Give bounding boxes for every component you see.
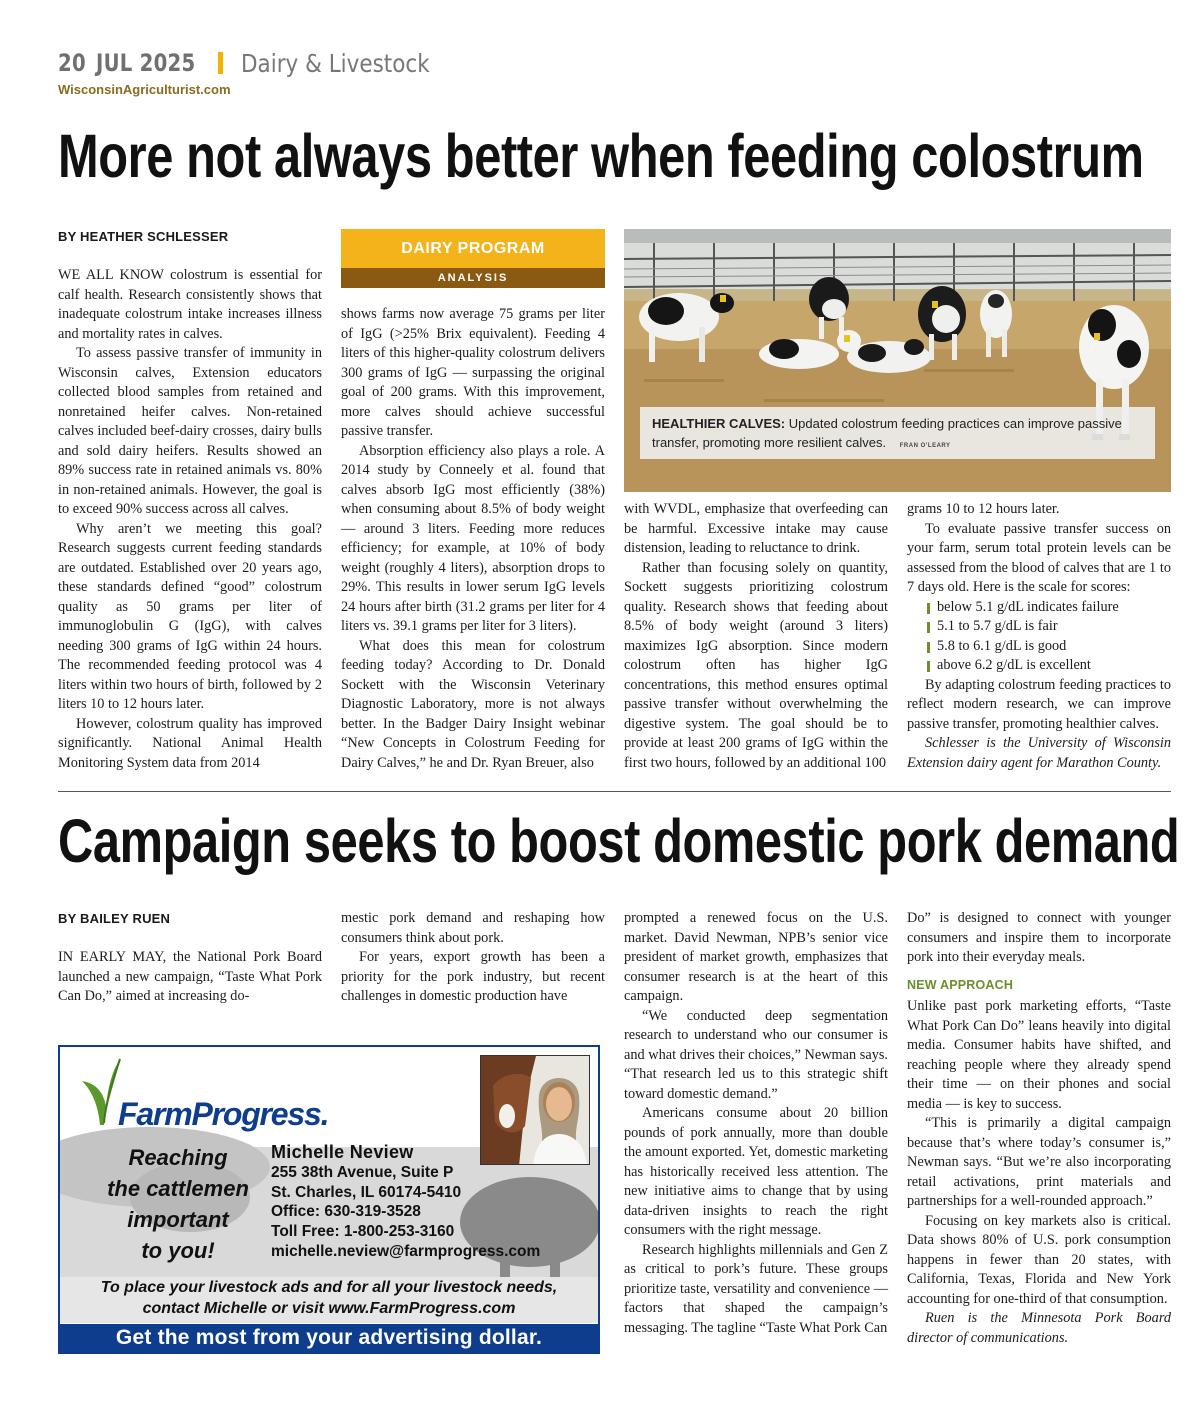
ad-tagline	[78, 1142, 278, 1266]
scale-item-failure: below 5.1 g/dL indicates failure	[907, 598, 1171, 618]
article1-column-4	[907, 500, 1171, 773]
photo-credit: FRAN O’LEARY	[899, 443, 951, 449]
contact-tollfree-phone[interactable]: Toll Free: 1-800-253-3160	[271, 1223, 455, 1241]
article1-headline: More not always better when feeding colostrum	[58, 122, 1144, 190]
paragraph: Absorption efficiency also plays a role. A 2014 study by Conneely et al. found that calves absorb IgG most efficiently (38%) when consuming about 8.5% of body weight — around 3 liters. Feeding more reduces efficiency; for example, at 10% of body weight (roughly 4 liters), absorption drops to 29%. This results in lower serum IgG levels 24 hours after birth (31.2 grams per liter for 4 liters vs. 39.1 grams per liter for 3 liters).	[341, 442, 605, 634]
paragraph: Rather than focusing solely on quantity, Sockett suggests prioritizing colostrum quality. Research shows that feeding about 8.5% of body weight (around 3 liters) maximizes IgG absorption. Since modern colostrum often has higher IgG concentrations, this method ensures optimal passive transfer without overwhelming the digestive system. The goal should be to provide at least 200 grams of IgG within the first two hours, followed by an additional 100	[624, 559, 888, 771]
paragraph: For years, export growth has been a priority for the pork industry, but recent challenges in domestic production have	[341, 949, 605, 1004]
article2-column-4	[907, 909, 1171, 1348]
paragraph: By adapting colostrum feeding practices to reflect modern research, we can improve passive transfer, promoting healthier calves.	[907, 676, 1171, 732]
scale-item-good: 5.8 to 6.1 g/dL is good	[907, 637, 1171, 657]
website-link[interactable]: WisconsinAgriculturist.com	[58, 82, 231, 97]
farm-progress-leaf-icon	[78, 1057, 122, 1127]
scale-item-excellent: above 6.2 g/dL is excellent	[907, 656, 1171, 676]
paragraph: “We conducted deep segmentation research to understand who our consumer is and what drives their choices,” Newman says. “That research led us to this strategic shift toward domestic demand.”	[624, 1007, 888, 1102]
photo-caption	[640, 407, 1155, 459]
paragraph: To assess passive transfer of immunity in Wisconsin calves, Extension educators collected blood samples from retained and nonretained heifer calves. Non-retained calves included beef-dairy crosses, dairy bulls and sold dairy heifers. Results showed an 89% success rate in retained animals vs. 80% in non-retained animals. However, the goal is to exceed 90% success across all calves.	[58, 345, 322, 517]
paragraph: “This is primarily a digital campaign because that’s where today’s consumer is,” Newman says. “But we’re also incorporating retail activations, print materials and partnerships for a well-rounded approach.”	[907, 1115, 1171, 1209]
article1-column-1	[58, 266, 322, 773]
ad-call-to-action	[60, 1277, 598, 1319]
program-label: DAIRY PROGRAM	[341, 229, 605, 268]
caption-text: Updated colostrum feeding practices can improve passive transfer, promoting more resilient calves.	[652, 416, 1122, 450]
paragraph: IN EARLY MAY, the National Pork Board launched a new campaign, “Taste What Pork Can Do,” aimed at increasing do-	[58, 949, 322, 1004]
paragraph: prompted a renewed focus on the U.S. market. David Newman, NPB’s senior vice president of market growth, emphasizes that consumer research is at the heart of this campaign.	[624, 910, 888, 1004]
article2-column-1	[58, 948, 322, 1007]
article2-headline: Campaign seeks to boost domestic pork demand	[58, 807, 1180, 875]
tagline-line: to you!	[141, 1238, 215, 1263]
paragraph: Unlike past pork marketing efforts, “Taste What Pork Can Do” leans heavily into digital media. Consumer habits have shifted, and reaching people where they already spend their time — on their phones and social media — is key to success.	[907, 998, 1171, 1112]
calves-photo	[624, 229, 1171, 492]
paragraph: WE ALL KNOW colostrum is essential for calf health. Research consistently shows that inadequate colostrum intake increases illness and mortality rates in calves.	[58, 267, 322, 342]
paragraph: with WVDL, emphasize that overfeeding can be harmful. Excessive intake may cause distension, leading to reluctance to drink.	[624, 501, 888, 556]
article1-byline: BY HEATHER SCHLESSER	[58, 229, 229, 244]
contact-address-line-1: 255 38th Avenue, Suite P	[271, 1163, 454, 1181]
caption-lead: HEALTHIER CALVES:	[652, 416, 786, 431]
contact-name: Michelle Neview	[271, 1142, 414, 1162]
cta-line-1: To place your livestock ads and for all your livestock needs,	[100, 1279, 558, 1296]
issue-date: JUL 2025	[96, 49, 196, 77]
paragraph: Why aren’t we meeting this goal? Research suggests current feeding standards are outdated. Established over 20 years ago, these standards defined “good” colostrum quality as 50 grams per liter of immunoglobulin G (IgG), with calves needing 300 grams of IgG within 24 hours. The recommended feeding protocol was 4 liters within two hours of birth, followed by 2 liters 10 to 12 hours later.	[58, 520, 322, 712]
paragraph: grams 10 to 12 hours later.	[907, 501, 1060, 517]
paragraph: Americans consume about 20 billion pounds of pork annually, more than double the amount exported. Yet, domestic marketing has historically received less attention. The new initiative aims to change that by using data-driven insights to reach the right consumers with the right message.	[624, 1105, 888, 1238]
article1-column-3	[624, 500, 888, 773]
paragraph: Focusing on key markets also is critical. Data shows 80% of U.S. pork consumption happens in fewer than 20 states, with California, Texas, Florida and New York accounting for one-third of that consumption.	[907, 1212, 1171, 1307]
serum-protein-scale	[907, 598, 1171, 676]
contact-email[interactable]: michelle.neview@farmprogress.com	[271, 1242, 541, 1260]
subhead-new-approach: NEW APPROACH	[907, 977, 1014, 992]
paragraph: Do” is designed to connect with younger consumers and inspire them to incorporate pork into their everyday meals.	[907, 910, 1171, 965]
program-sublabel: ANALYSIS	[341, 268, 605, 288]
tagline-line: important	[127, 1207, 229, 1232]
paragraph: mestic pork demand and reshaping how consumers think about pork.	[341, 910, 605, 946]
article2-column-2	[341, 909, 605, 1007]
paragraph: However, colostrum quality has improved significantly. National Animal Health Monitoring System data from 2014	[58, 715, 322, 771]
article-divider	[58, 791, 1171, 792]
paragraph: What does this mean for colostrum feeding today? According to Dr. Donald Sockett with the Wisconsin Veterinary Diagnostic Laboratory, more is not always better. In the Badger Dairy Insight webinar “New Concepts in Colostrum Feeding for Dairy Calves,” he and Dr. Ryan Breuer, also	[341, 637, 605, 771]
tagline-line: Reaching	[128, 1145, 228, 1170]
paragraph: shows farms now average 75 grams per liter of IgG (>25% Brix equivalent). Feeding 4 liters of this higher-quality colostrum delivers 300 grams of IgG — surpassing the original goal of 200 grams. With this improvement, more calves should achieve successful passive transfer.	[341, 306, 605, 439]
article1-column-2	[341, 305, 605, 773]
page-folio	[58, 46, 460, 80]
article2-column-3	[624, 909, 888, 1338]
farm-progress-logo: FarmProgress.	[118, 1096, 329, 1132]
cta-line-2[interactable]: contact Michelle or visit www.FarmProgress.com	[142, 1300, 516, 1317]
dairy-program-badge	[341, 229, 605, 288]
paragraph: Research highlights millennials and Gen Z as critical to pork’s future. These groups prioritize taste, versatility and convenience — factors that shaped the campaign’s messaging. The tagline “Taste What Pork Can	[624, 1241, 888, 1336]
scale-item-fair: 5.1 to 5.7 g/dL is fair	[907, 617, 1171, 637]
page-number: 20	[58, 49, 86, 77]
article2-byline: BY BAILEY RUEN	[58, 911, 171, 926]
author-signoff: Ruen is the Minnesota Pork Board director of communications.	[907, 1310, 1171, 1346]
ad-footer-banner: Get the most from your advertising dollar.	[60, 1324, 598, 1352]
paragraph: To evaluate passive transfer success on your farm, serum total protein levels can be assessed from the blood of calves that are 1 to 7 days old. Here is the scale for scores:	[907, 520, 1171, 595]
contact-office-phone[interactable]: Office: 630-319-3528	[271, 1203, 421, 1221]
farm-progress-ad[interactable]	[58, 1045, 600, 1354]
contact-address-line-2: St. Charles, IL 60174-5410	[271, 1183, 462, 1201]
author-signoff: Schlesser is the University of Wisconsin Extension dairy agent for Marathon County.	[907, 735, 1171, 771]
folio-divider	[218, 52, 223, 74]
ad-contact-block	[271, 1143, 540, 1262]
section-name: Dairy & Livestock	[241, 48, 430, 78]
tagline-line: the cattlemen	[107, 1176, 249, 1201]
